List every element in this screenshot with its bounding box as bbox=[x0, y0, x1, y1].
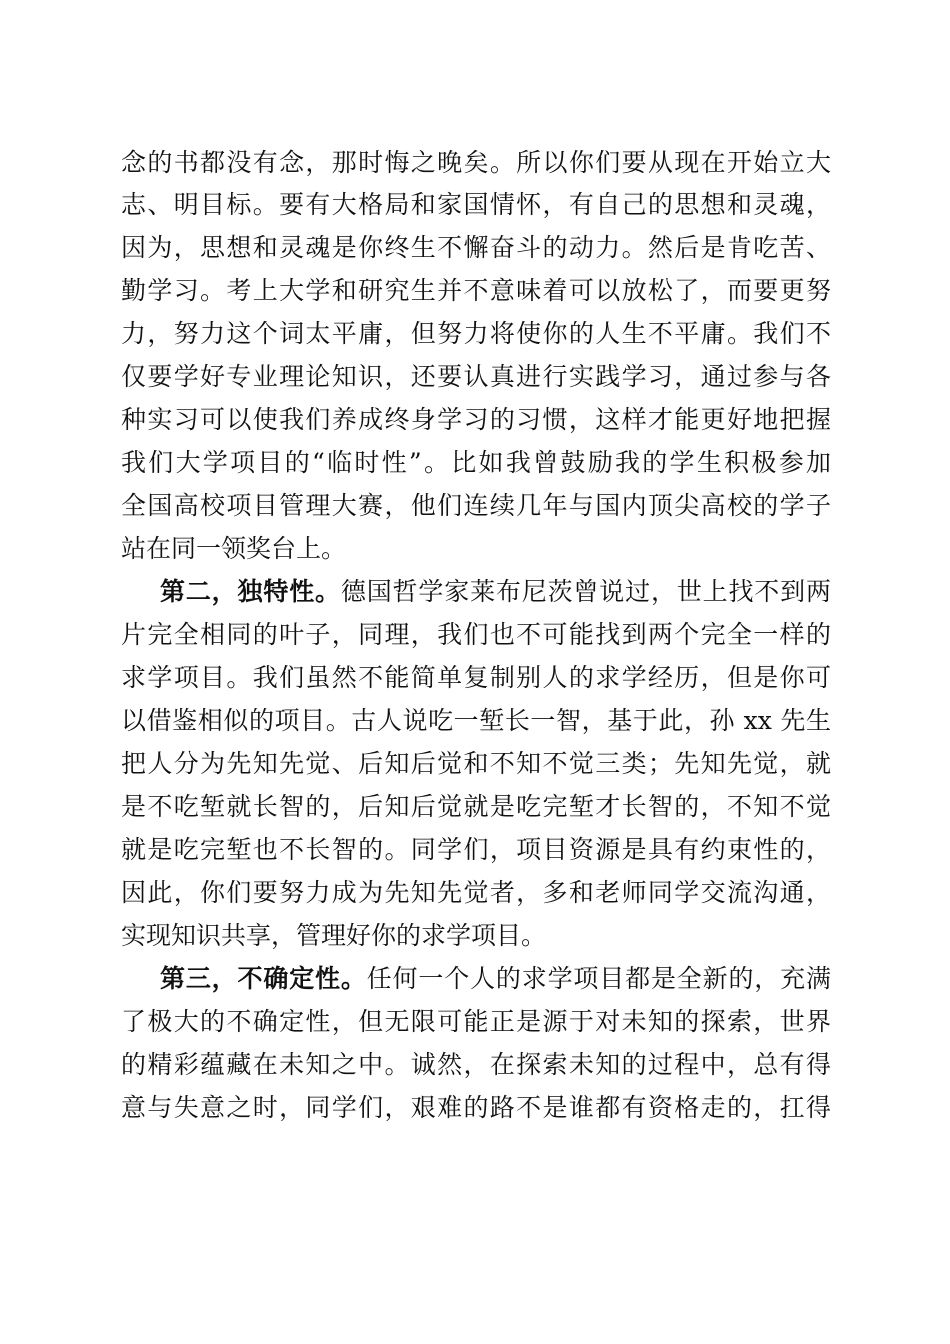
text-line: 种实习可以使我们养成终身学习的习惯，这样才能更好地把握 bbox=[121, 405, 831, 434]
text-line: 求学项目。我们虽然不能简单复制别人的求学经历，但是你可 bbox=[121, 663, 831, 692]
text-line: 是不吃堑就长智的，后知后觉就是吃完堑才长智的，不知不觉 bbox=[121, 792, 831, 821]
text-line: 全国高校项目管理大赛，他们连续几年与国内顶尖高校的学子 bbox=[121, 491, 831, 520]
text-run: 德国哲学家莱布尼茨曾说过，世上找不到两 bbox=[340, 577, 831, 606]
text-line: 站在同一领奖台上。 bbox=[121, 534, 347, 563]
text-line: 仅要学好专业理论知识，还要认真进行实践学习，通过参与各 bbox=[121, 362, 831, 391]
text-line: 以借鉴相似的项目。古人说吃一堑长一智，基于此，孙 xx 先生 bbox=[121, 706, 831, 735]
text-line: 实现知识共享，管理好你的求学项目。 bbox=[121, 921, 547, 950]
text-line: 力，努力这个词太平庸，但努力将使你的人生不平庸。我们不 bbox=[121, 319, 831, 348]
text-line: 勤学习。考上大学和研究生并不意味着可以放松了，而要更努 bbox=[121, 276, 831, 305]
text-line: 因为，思想和灵魂是你终生不懈奋斗的动力。然后是肯吃苦、 bbox=[121, 233, 831, 262]
text-line: 的精彩蕴藏在未知之中。诚然，在探索未知的过程中，总有得 bbox=[121, 1050, 831, 1079]
text-run: 任何一个人的求学项目都是全新的，充满 bbox=[366, 964, 831, 993]
text-line: 念的书都没有念，那时悔之晚矣。所以你们要从现在开始立大 bbox=[121, 148, 831, 177]
text-line: 片完全相同的叶子，同理，我们也不可能找到两个完全一样的 bbox=[121, 620, 831, 649]
text-line: 因此，你们要努力成为先知先觉者，多和老师同学交流沟通， bbox=[121, 878, 831, 907]
text-line: 就是吃完堑也不长智的。同学们，项目资源是具有约束性的， bbox=[121, 835, 831, 864]
text-line: 我们大学项目的“临时性”。比如我曾鼓励我的学生积极参加 bbox=[121, 448, 831, 477]
text-line: 志、明目标。要有大格局和家国情怀，有自己的思想和灵魂， bbox=[121, 190, 831, 219]
text-line: 把人分为先知先觉、后知后觉和不知不觉三类；先知先觉，就 bbox=[121, 749, 831, 778]
section-heading: 第二，独特性。 bbox=[160, 577, 341, 606]
text-line: 意与失意之时，同学们，艰难的路不是谁都有资格走的，扛得 bbox=[121, 1093, 831, 1122]
section-heading: 第三，不确定性。 bbox=[160, 964, 367, 993]
paragraph-first-line bbox=[160, 964, 831, 994]
text-line: 了极大的不确定性，但无限可能正是源于对未知的探索，世界 bbox=[121, 1007, 831, 1036]
paragraph-first-line bbox=[160, 577, 831, 607]
